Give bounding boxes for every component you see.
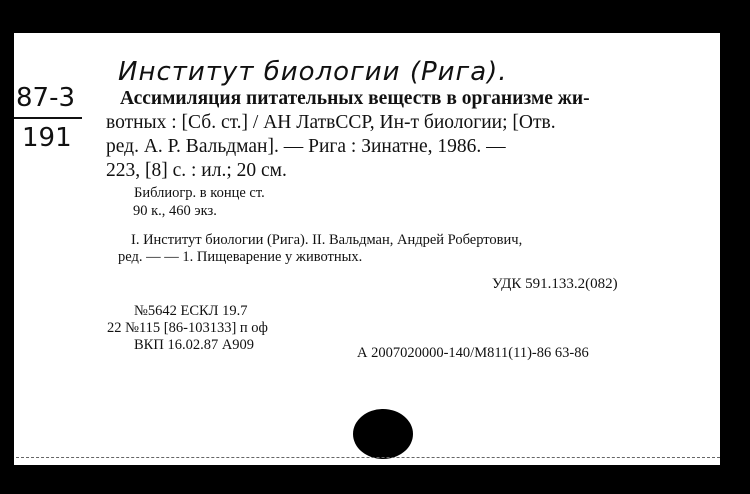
index-code: А 2007020000-140/М811(11)-86 63-86 [357, 345, 589, 361]
service-line-3: ВКП 16.02.87 А909 [134, 337, 255, 353]
entry-line-2: вотных : [Сб. ст.] / АН ЛатвССР, Ин-т биологии; [Отв. [106, 112, 556, 133]
shelf-mark-top: 87-3 [16, 83, 76, 113]
entry-line-3: ред. А. Р. Вальдман]. — Рига : Зинатне, 1986. — [106, 136, 506, 157]
tracing-line-1: I. Институт биологии (Рига). II. Вальдман, Андрей Робертович, [131, 232, 523, 248]
shelf-mark-bottom: 191 [22, 123, 72, 153]
shelf-mark-divider [14, 117, 82, 119]
service-line-2: 22 №115 [86-103133] п оф [107, 320, 268, 336]
card-punch-hole [353, 409, 413, 459]
entry-line-1: Ассимиляция питательных веществ в организме жи- [120, 88, 590, 109]
catalog-card [14, 33, 720, 465]
bottom-edge-line [16, 457, 720, 458]
bibliography-note: Библиогр. в конце ст. [134, 185, 265, 201]
udk-code: УДК 591.133.2(082) [492, 276, 618, 292]
service-line-1: №5642 ЕСКЛ 19.7 [134, 303, 248, 319]
handwritten-header: Институт биологии (Рига). [118, 57, 508, 87]
price-run-note: 90 к., 460 экз. [133, 203, 217, 219]
tracing-line-2: ред. — — 1. Пищеварение у животных. [118, 249, 363, 265]
entry-line-4: 223, [8] с. : ил.; 20 см. [106, 160, 287, 181]
